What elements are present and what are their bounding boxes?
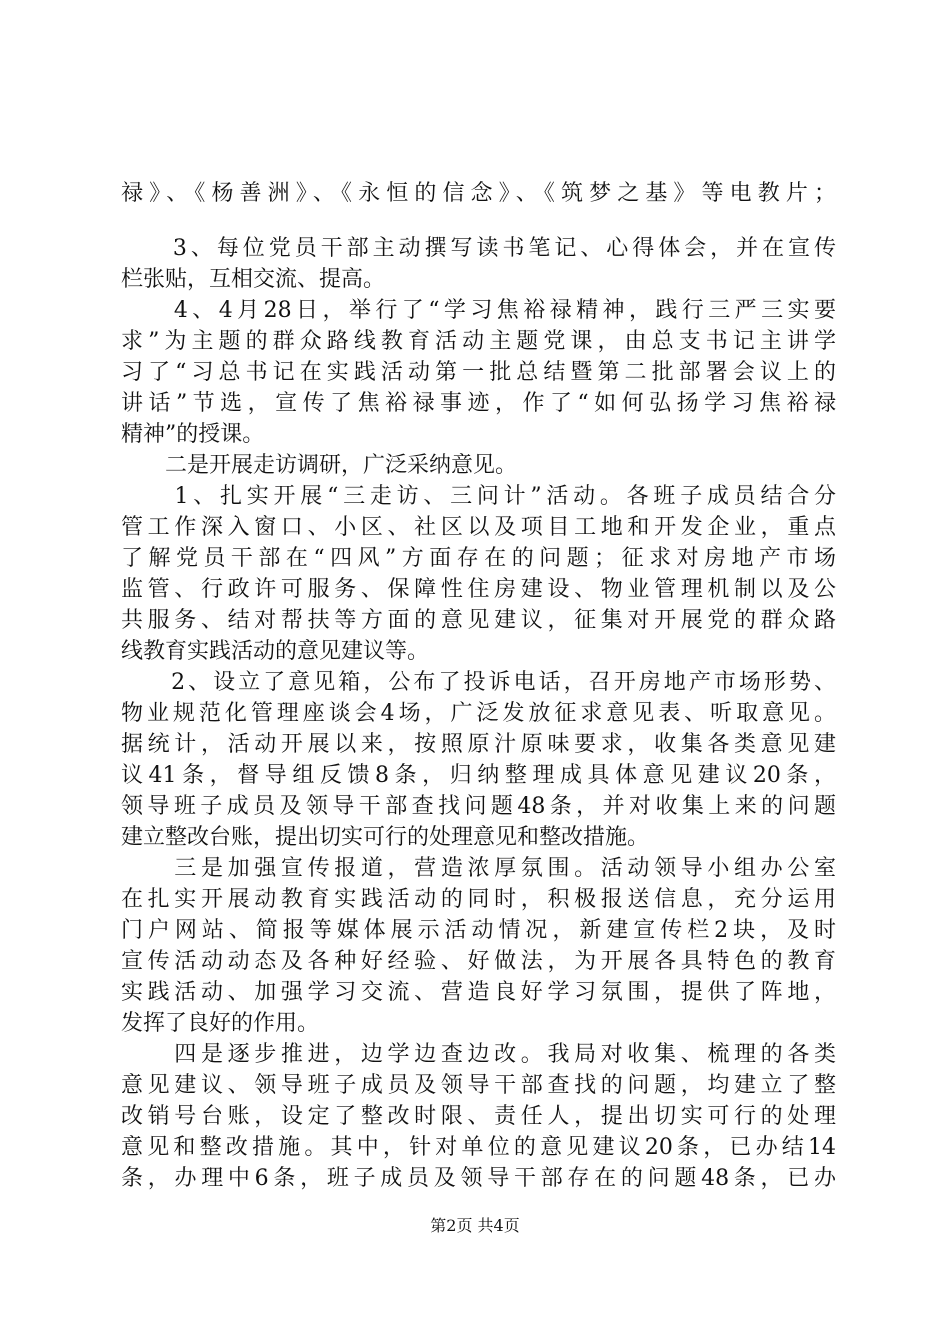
text-line: 建立整改台账，提出切实可行的处理意见和整改措施。 — [121, 825, 650, 850]
document-body — [121, 178, 836, 1194]
text-line: 讲话”节选，宣传了焦裕禄事迹，作了“如何弘扬学习焦裕禄 — [121, 391, 836, 416]
text-line: 栏张贴，互相交流、提高。 — [121, 267, 386, 292]
text-line: 四是逐步推进，边学边查边改。我局对收集、梳理的各类 — [121, 1042, 836, 1067]
spacer — [121, 209, 836, 233]
paragraph — [121, 481, 836, 667]
paragraph — [121, 853, 836, 1039]
text-line: 物业规范化管理座谈会4场，广泛发放征求意见表、听取意见。 — [121, 701, 836, 726]
paragraph — [121, 295, 836, 450]
text-line: 议41条，督导组反馈8条，归纳整理成具体意见建议20条， — [121, 763, 836, 788]
text-line: 条，办理中6条，班子成员及领导干部存在的问题48条，已办 — [121, 1166, 836, 1191]
text-line: 据统计，活动开展以来，按照原汁原味要求，收集各类意见建 — [121, 732, 836, 757]
text-line: 监管、行政许可服务、保障性住房建设、物业管理机制以及公 — [121, 577, 836, 602]
text-line: 禄》、《杨善洲》、《永恒的信念》、《筑梦之基》等电教片； — [121, 181, 836, 206]
paragraph — [121, 233, 836, 295]
page-footer: 第2页 共4页 — [430, 1216, 520, 1235]
text-line: 意见建议、领导班子成员及领导干部查找的问题，均建立了整 — [121, 1073, 836, 1098]
text-line: 在扎实开展动教育实践活动的同时，积极报送信息，充分运用 — [121, 887, 836, 912]
text-line: 线教育实践活动的意见建议等。 — [121, 639, 430, 664]
text-line: 共服务、结对帮扶等方面的意见建议，征集对开展党的群众路 — [121, 608, 836, 633]
text-line: 求”为主题的群众路线教育活动主题党课，由总支书记主讲学 — [121, 329, 836, 354]
paragraph — [121, 450, 836, 481]
text-line: 4、4月28日，举行了“学习焦裕禄精神，践行三严三实要 — [121, 298, 836, 323]
paragraph — [121, 667, 836, 853]
text-line: 三是加强宣传报道，营造浓厚氛围。活动领导小组办公室 — [121, 856, 836, 881]
text-line: 意见和整改措施。其中，针对单位的意见建议20条，已办结14 — [121, 1135, 836, 1160]
text-line: 改销号台账，设定了整改时限、责任人，提出切实可行的处理 — [121, 1104, 836, 1129]
text-line: 习了“习总书记在实践活动第一批总结暨第二批部署会议上的 — [121, 360, 836, 385]
text-line: 1、扎实开展“三走访、三问计”活动。各班子成员结合分 — [121, 484, 836, 509]
text-line: 领导班子成员及领导干部查找问题48条，并对收集上来的问题 — [121, 794, 836, 819]
text-line: 2、设立了意见箱，公布了投诉电话，召开房地产市场形势、 — [121, 670, 836, 695]
text-line: 了解党员干部在“四风”方面存在的问题；征求对房地产市场 — [121, 546, 836, 571]
text-line: 精神”的授课。 — [121, 422, 265, 447]
text-line: 实践活动、加强学习交流、营造良好学习氛围，提供了阵地， — [121, 980, 836, 1005]
text-line: 门户网站、简报等媒体展示活动情况，新建宣传栏2块，及时 — [121, 918, 836, 943]
section-heading: 二是开展走访调研，广泛采纳意见。 — [121, 453, 518, 478]
text-line: 3、每位党员干部主动撰写读书笔记、心得体会，并在宣传 — [121, 236, 836, 261]
text-line: 宣传活动动态及各种好经验、好做法，为开展各具特色的教育 — [121, 949, 836, 974]
text-line: 管工作深入窗口、小区、社区以及项目工地和开发企业，重点 — [121, 515, 836, 540]
paragraph — [121, 1039, 836, 1194]
text-line: 发挥了良好的作用。 — [121, 1011, 320, 1036]
